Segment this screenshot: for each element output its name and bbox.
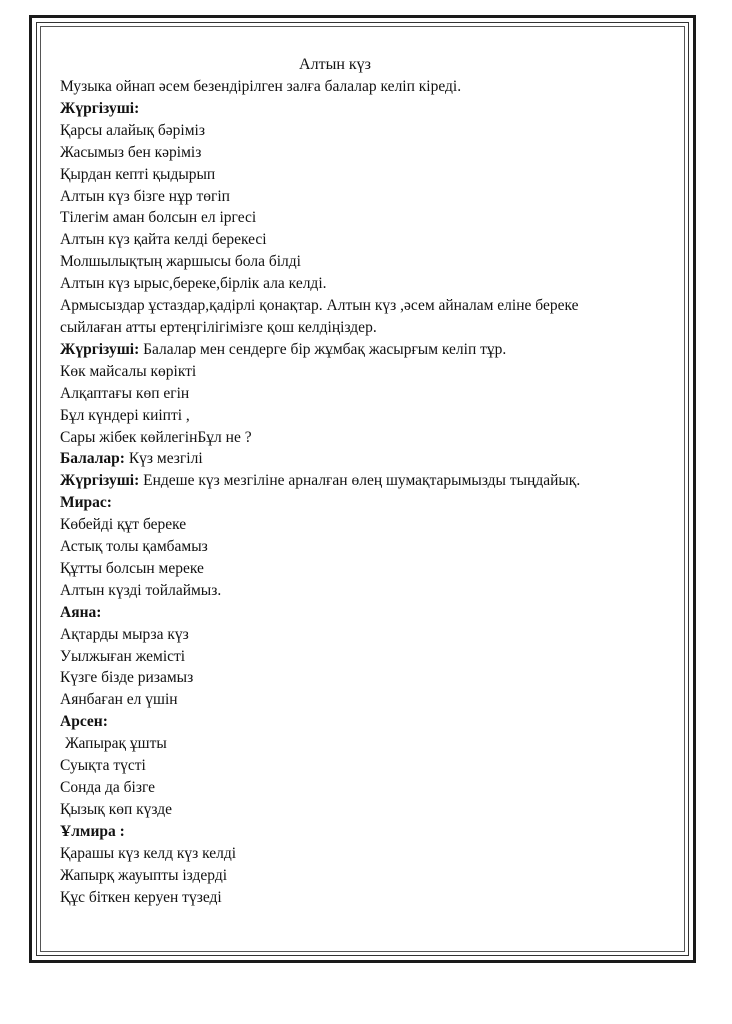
- verse-line: Күзге бізде ризамыз: [60, 669, 194, 687]
- verse-line: Қызық көп күзде: [60, 800, 173, 818]
- greeting-line: сыйлаған атты ертеңгілігімізге қош келдіңіздер.: [60, 318, 377, 336]
- verse-line: Жапырақ ұшты: [65, 735, 167, 753]
- verse-line: Құтты болсын мереке: [60, 559, 204, 577]
- speaker-label: [60, 602, 670, 624]
- speaker-name: Ұлмира :: [60, 822, 125, 840]
- speaker-label: [60, 98, 670, 120]
- verse-line: Уылжыған жемісті: [60, 647, 186, 665]
- intro-text: Музыка ойнап әсем безендірілген залға балалар келіп кіреді.: [60, 78, 462, 95]
- speaker-line: [60, 448, 670, 470]
- riddle-line: Бұл күндері киіпті ,: [60, 406, 190, 424]
- greeting-line: Армысыздар ұстаздар,қадірлі қонақтар. Алтын күз ,әсем айналам еліне береке: [60, 297, 579, 315]
- verse-line: Қырдан кепті қыдырып: [60, 165, 216, 183]
- riddle-line: Сары жібек көйлегінБұл не ?: [60, 428, 252, 446]
- verse-line: Көбейді құт береке: [60, 516, 187, 534]
- verse-line: Тілегім аман болсын ел іргесі: [60, 209, 257, 227]
- page-title: Алтын күз: [299, 56, 371, 73]
- verse-line: Алтын күз қайта келді берекесі: [60, 231, 267, 249]
- verse-line: Алтын күз бізге нұр төгіп: [60, 187, 230, 205]
- verse-line: Жапырқ жауыпты іздерді: [60, 866, 228, 884]
- speaker-text: Балалар мен сендерге бір жұмбақ жасырғым келіп тұр.: [139, 340, 507, 358]
- verse-line: Сонда да бізге: [60, 779, 156, 796]
- verse-line: Алтын күз ырыс,береке,бірлік ала келді.: [60, 275, 327, 293]
- verse-line: Алтын күзді тойлаймыз.: [60, 581, 222, 599]
- verse-line: Ақтарды мырза күз: [60, 625, 189, 643]
- speaker-line: [60, 470, 670, 492]
- verse-line: Суықта түсті: [60, 757, 146, 775]
- speaker-name: Аяна:: [60, 603, 102, 621]
- verse-line: Қарсы алайық бәріміз: [60, 121, 205, 139]
- speaker-name: Мирас:: [60, 494, 112, 512]
- verse-line: Астық толы қамбамыз: [60, 538, 208, 556]
- verse-line: Құс біткен керуен түзеді: [60, 888, 222, 906]
- riddle-line: Көк майсалы көрікті: [60, 362, 197, 380]
- speaker-name: Жүргізуші:: [60, 472, 140, 490]
- speaker-label: [60, 821, 670, 843]
- riddle-line: Алқаптағы көп егін: [60, 384, 190, 402]
- verse-line: Қарашы күз келд күз келді: [60, 844, 237, 862]
- speaker-text: Күз мезгілі: [124, 450, 203, 468]
- verse-line: Жасымыз бен кәріміз: [60, 143, 202, 161]
- speaker-line: [60, 339, 670, 361]
- speaker-name: Жүргізуші:: [60, 99, 140, 117]
- speaker-label: [60, 711, 670, 733]
- speaker-name: Арсен:: [60, 713, 108, 731]
- speaker-text: Ендеше күз мезгіліне арналған өлең шумақтарымызды тыңдайық.: [139, 472, 581, 490]
- verse-line: Молшылықтың жаршысы бола білді: [60, 253, 301, 271]
- verse-line: Аянбаған ел үшін: [60, 691, 178, 709]
- document-body: [60, 55, 670, 908]
- speaker-name: Балалар:: [60, 450, 125, 468]
- speaker-label: [60, 492, 670, 514]
- speaker-name: Жүргізуші:: [60, 340, 140, 358]
